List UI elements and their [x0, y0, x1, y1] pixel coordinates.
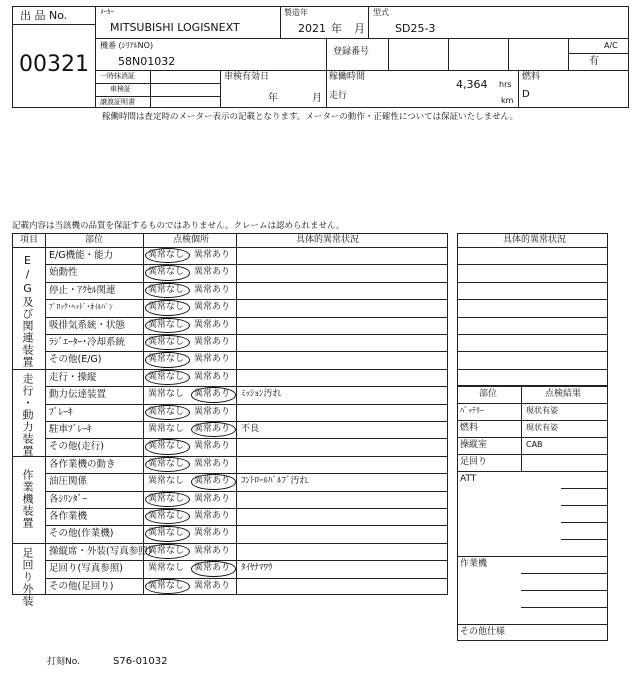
part-name: 始動性 — [49, 267, 78, 279]
part-name: 吸排気系統・状態 — [49, 319, 126, 331]
abnormal-option[interactable]: 異常あり — [194, 389, 231, 400]
abnormal-option[interactable]: 異常あり — [194, 284, 231, 295]
normal-selected-mark — [145, 544, 190, 559]
model-value: SD25-3 — [395, 22, 436, 35]
normal-option[interactable]: 異常なし — [148, 563, 185, 574]
abnormal-option[interactable]: 異常あり — [194, 319, 231, 330]
inspection-cert: 車検証 — [110, 85, 131, 93]
group-label: 走行・動力装置 — [21, 372, 34, 457]
normal-selected-mark — [145, 439, 190, 454]
hours-label: 稼働時間 — [329, 72, 366, 82]
abnormal-option[interactable]: 異常あり — [194, 511, 231, 521]
normal-option[interactable]: 異常なし — [148, 284, 185, 295]
result-part: 操縦室 — [460, 440, 488, 450]
part-name: その他(足回り) — [49, 580, 114, 592]
fuel-label: 燃料 — [522, 72, 541, 82]
normal-option[interactable]: 異常なし — [148, 580, 185, 591]
normal-selected-mark — [145, 492, 190, 507]
abnormal-selected-mark — [191, 561, 236, 576]
temporary-cancellation-cert: 一時抹消証 — [100, 72, 135, 80]
abnormal-option[interactable]: 異常あり — [194, 563, 231, 574]
abnormal-option[interactable]: 異常あり — [194, 250, 231, 260]
part-name: 各作業機の動き — [49, 458, 116, 470]
ac-label: A/C — [604, 41, 618, 50]
part-name: 停止・ｱｸｾﾙ関連 — [49, 284, 116, 296]
result-part: ﾊﾞｯﾃﾘｰ — [460, 406, 484, 415]
hours-value: 4,364 — [456, 78, 488, 91]
abnormal-option[interactable]: 異常あり — [194, 476, 231, 487]
valid-month-unit: 月 — [312, 93, 322, 104]
part-name: ﾌﾞﾚｰｷ — [49, 406, 73, 418]
ac-value: 有 — [589, 56, 599, 67]
part-name: その他(E/G) — [49, 354, 102, 366]
result-part: その他仕様 — [460, 627, 506, 637]
hours-unit: hrs — [499, 80, 512, 89]
serial-label: 機番 (ｼﾘｱﾙNO) — [100, 41, 154, 50]
normal-selected-mark — [145, 265, 190, 280]
maker-value: MITSUBISHI LOGISNEXT — [110, 21, 240, 34]
normal-selected-mark — [145, 283, 190, 298]
normal-option[interactable]: 異常なし — [148, 371, 185, 382]
normal-selected-mark — [145, 526, 190, 541]
registration-label: 登録番号 — [333, 47, 370, 57]
col-header-detail: 具体的異常状況 — [296, 235, 360, 245]
result-part: ATT — [460, 474, 477, 484]
maker-label: ﾒｰｶｰ — [100, 8, 114, 16]
normal-option[interactable]: 異常なし — [148, 267, 185, 278]
normal-option[interactable]: 異常なし — [148, 389, 185, 400]
part-name: 各作業機 — [49, 511, 88, 522]
quality-disclaimer: 記載内容は当該機の品質を保証するものではありません。クレームは認められません。 — [12, 221, 345, 231]
normal-option[interactable]: 異常なし — [148, 511, 185, 521]
part-name: その他(走行) — [49, 441, 104, 453]
abnormal-option[interactable]: 異常あり — [194, 528, 231, 539]
serial-value: 58N01032 — [118, 55, 176, 68]
part-name: 各ｼﾘﾝﾀﾞｰ — [49, 493, 88, 505]
result-value: 現状有姿 — [526, 406, 558, 415]
abnormal-detail: ｺﾝﾄﾛｰﾙﾊﾞﾙﾌﾞ汚れ — [241, 476, 309, 487]
group-label: 足回り外装 — [21, 546, 34, 607]
lot-label: 出 品 No. — [20, 9, 68, 22]
abnormal-option[interactable]: 異常あり — [194, 441, 231, 452]
year-value: 2021 — [298, 22, 326, 35]
col-header-check: 点検個所 — [173, 235, 210, 245]
normal-selected-mark — [145, 405, 190, 420]
abnormal-option[interactable]: 異常あり — [194, 371, 231, 382]
abnormal-option[interactable]: 異常あり — [194, 580, 231, 591]
result-part: 足回り — [460, 457, 488, 467]
part-name: 油圧関係 — [49, 476, 88, 488]
abnormal-option[interactable]: 異常あり — [194, 424, 231, 434]
month-unit: 月 — [354, 22, 365, 35]
normal-selected-mark — [145, 300, 190, 315]
abnormal-option[interactable]: 異常あり — [194, 302, 231, 313]
normal-option[interactable]: 異常なし — [148, 406, 185, 417]
part-name: ﾌﾞﾛｯｸ･ﾍｯﾄﾞ･ｵｲﾙﾊﾟﾝ — [49, 302, 113, 312]
part-name: 操縦席・外装(写真参照) — [49, 545, 152, 557]
part-name: E/G機能・能力 — [49, 250, 114, 261]
year-unit: 年 — [331, 22, 342, 35]
abnormal-detail: ﾀｲﾔﾅﾏﾜｳ — [241, 563, 273, 574]
part-name: ﾗｼﾞｴｰﾀｰ･冷却系統 — [49, 337, 126, 348]
normal-option[interactable]: 異常なし — [148, 337, 185, 347]
normal-option[interactable]: 異常なし — [148, 476, 185, 487]
group-label: E/G及び関連装置 — [21, 253, 34, 368]
abnormal-selected-mark — [191, 474, 236, 489]
result-value: CAB — [526, 440, 543, 449]
abnormal-option[interactable]: 異常あり — [194, 354, 231, 365]
model-label: 型式 — [373, 8, 389, 17]
group-label: 作業機装置 — [21, 469, 34, 530]
normal-selected-mark — [145, 457, 190, 472]
part-name: 走行・操縦 — [49, 371, 97, 383]
abnormal-option[interactable]: 異常あり — [194, 493, 231, 504]
transfer-cert: 譲渡証明書 — [100, 98, 135, 106]
normal-selected-mark — [145, 370, 190, 385]
valid-year-unit: 年 — [268, 93, 278, 104]
abnormal-selected-mark — [191, 387, 236, 402]
normal-option[interactable]: 異常なし — [148, 545, 185, 556]
abnormal-option[interactable]: 異常あり — [194, 267, 231, 278]
part-name: 足回り(写真参照) — [49, 563, 123, 575]
result-col-part: 部位 — [479, 389, 498, 399]
part-name: 動力伝達装置 — [49, 389, 107, 401]
normal-option[interactable]: 異常なし — [148, 354, 185, 365]
result-part: 作業機 — [460, 559, 488, 569]
lot-number: 00321 — [19, 52, 89, 77]
detail-panel-header: 具体的異常状況 — [503, 235, 567, 245]
normal-option[interactable]: 異常なし — [148, 302, 185, 313]
abnormal-option[interactable]: 異常あり — [194, 458, 231, 469]
normal-option[interactable]: 異常なし — [148, 319, 185, 330]
abnormal-option[interactable]: 異常あり — [194, 337, 231, 347]
detail-panel-frame — [457, 233, 608, 386]
col-header-part: 部位 — [85, 235, 104, 245]
fuel-value: D — [522, 89, 530, 100]
abnormal-option[interactable]: 異常あり — [194, 406, 231, 417]
part-name: 駐車ﾌﾞﾚｰｷ — [49, 424, 92, 435]
normal-selected-mark — [145, 318, 190, 333]
result-value: 現状有姿 — [526, 423, 558, 432]
normal-selected-mark — [145, 579, 190, 594]
year-label: 製造年 — [284, 8, 308, 17]
normal-selected-mark — [145, 352, 190, 367]
abnormal-option[interactable]: 異常あり — [194, 545, 231, 556]
normal-option[interactable]: 異常なし — [148, 250, 185, 260]
abnormal-detail: 不良 — [241, 424, 260, 434]
stamp-number: S76-01032 — [113, 656, 168, 667]
inspection-valid-label: 車検有効日 — [224, 72, 270, 82]
result-part: 燃料 — [460, 423, 479, 433]
normal-option[interactable]: 異常なし — [148, 493, 185, 504]
normal-option[interactable]: 異常なし — [148, 458, 185, 469]
normal-option[interactable]: 異常なし — [148, 424, 185, 434]
normal-option[interactable]: 異常なし — [148, 441, 185, 452]
km-unit: km — [501, 96, 514, 105]
part-name: その他(作業機) — [49, 528, 114, 540]
travel-label: 走行 — [329, 91, 348, 101]
hours-disclaimer: 稼働時間は査定時のメーター表示の記載となります。メーターの動作・正確性については保証いたしません。 — [102, 112, 519, 122]
col-header-item: 項目 — [20, 235, 39, 245]
normal-option[interactable]: 異常なし — [148, 528, 185, 539]
stamp-label: 打刻No. — [47, 657, 80, 667]
abnormal-detail: ﾐｯｼｮﾝ汚れ — [241, 389, 282, 400]
result-col-result: 点検結果 — [545, 389, 582, 399]
